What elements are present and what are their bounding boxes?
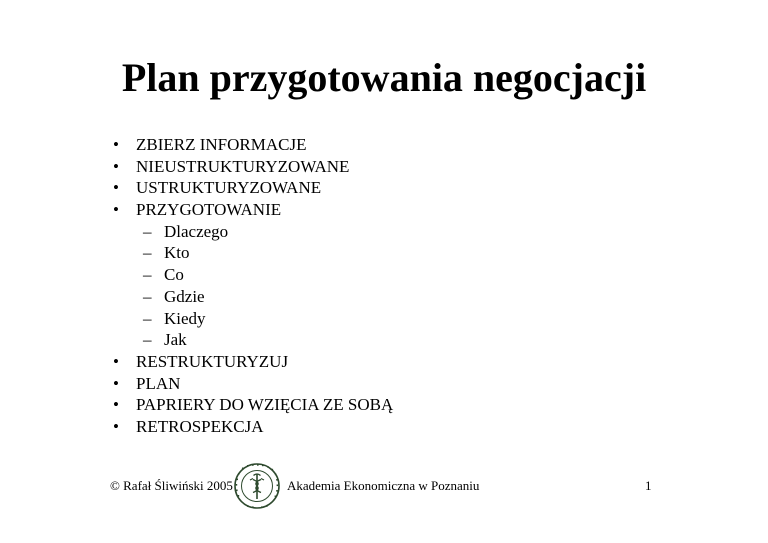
list-item-text: PRZYGOTOWANIE xyxy=(136,200,282,220)
bullet-marker: • xyxy=(113,200,119,220)
list-item-text: Jak xyxy=(164,330,187,350)
list-item-text: RESTRUKTURYZUJ xyxy=(136,351,289,371)
list-item xyxy=(0,156,768,178)
university-seal-icon xyxy=(233,462,281,510)
sub-list-item xyxy=(0,329,768,351)
list-item-text: Dlaczego xyxy=(164,221,229,241)
bullet-marker: • xyxy=(113,351,119,371)
sub-list-item xyxy=(0,286,768,308)
list-item xyxy=(0,199,768,221)
list-item-text: USTRUKTURYZOWANE xyxy=(136,178,322,198)
sub-list-item xyxy=(0,242,768,264)
list-item-text: Gdzie xyxy=(164,286,205,306)
bullet-marker: • xyxy=(113,156,119,176)
list-item xyxy=(0,177,768,199)
dash-marker: – xyxy=(143,243,152,263)
list-item-text: ZBIERZ INFORMACJE xyxy=(136,135,307,154)
list-item-text: NIEUSTRUKTURYZOWANE xyxy=(136,156,350,176)
bullet-marker: • xyxy=(113,135,119,154)
bullet-marker: • xyxy=(113,416,119,436)
list-item xyxy=(0,416,768,438)
bullet-marker: • xyxy=(113,395,119,415)
bullet-marker: • xyxy=(113,373,119,393)
dash-marker: – xyxy=(143,265,152,285)
sub-list-item xyxy=(0,221,768,243)
dash-marker: – xyxy=(143,286,152,306)
list-item-text: Kiedy xyxy=(164,308,206,328)
list-item xyxy=(0,373,768,395)
list-item xyxy=(0,351,768,373)
dash-marker: – xyxy=(143,221,152,241)
sub-list-item xyxy=(0,308,768,330)
footer-institution: Akademia Ekonomiczna w Poznaniu xyxy=(287,478,480,493)
list-item-text: Co xyxy=(164,265,184,285)
list-item-text: RETROSPEKCJA xyxy=(136,416,264,436)
list-item-text: Kto xyxy=(164,243,190,263)
list-item-text: PLAN xyxy=(136,373,181,393)
slide-title: Plan przygotowania negocjacji xyxy=(121,55,647,100)
list-item xyxy=(0,134,768,156)
bullet-list xyxy=(0,134,768,438)
dash-marker: – xyxy=(143,308,152,328)
bullet-marker: • xyxy=(113,178,119,198)
sub-list-item xyxy=(0,264,768,286)
list-item xyxy=(0,394,768,416)
footer-copyright: © Rafał Śliwiński 2005 xyxy=(110,478,233,493)
list-item-text: PAPRIERY DO WZIĘCIA ZE SOBĄ xyxy=(136,395,394,415)
page-number: 1 xyxy=(645,478,652,493)
dash-marker: – xyxy=(143,330,152,350)
slide-footer xyxy=(0,460,768,510)
